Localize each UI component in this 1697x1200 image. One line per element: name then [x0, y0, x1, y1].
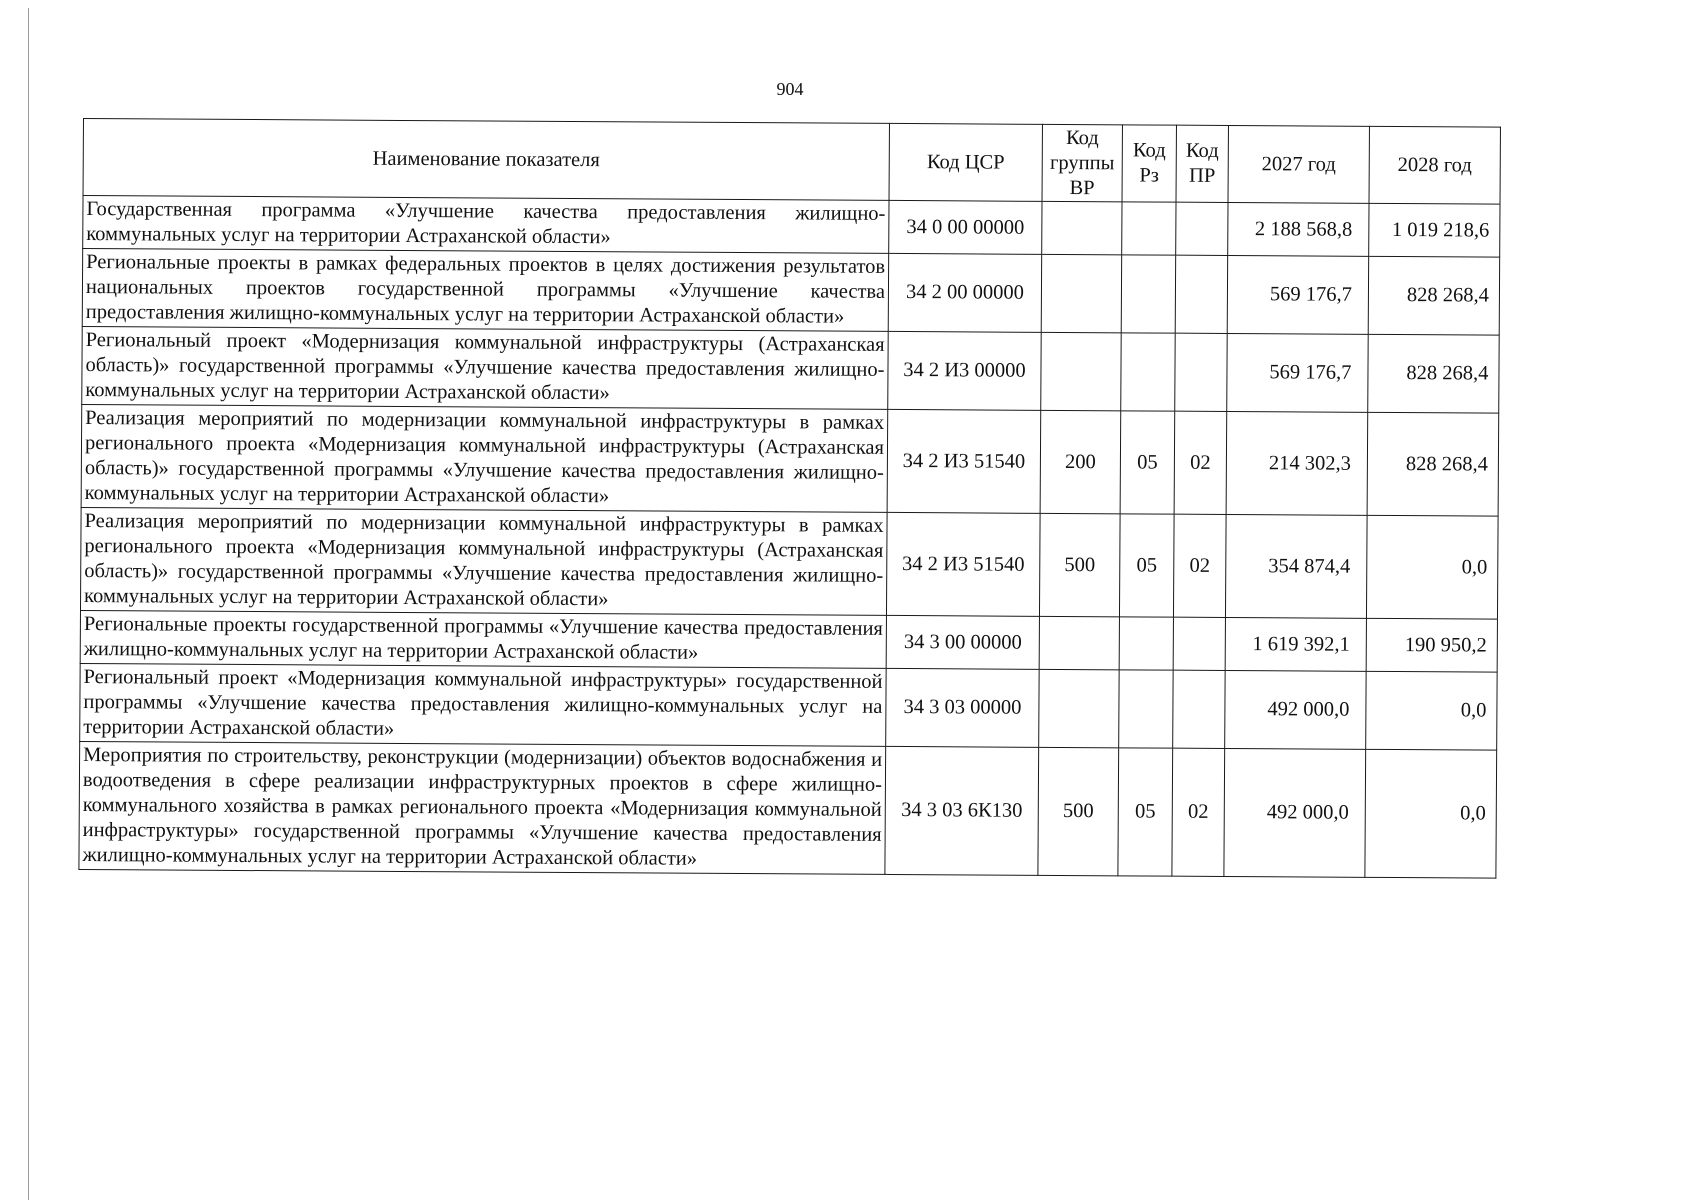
row-csr: 34 3 03 6К130 [885, 746, 1039, 875]
row-vr [1042, 201, 1122, 254]
row-pr [1175, 333, 1227, 411]
row-2028: 828 268,4 [1368, 334, 1499, 413]
scan-margin-line [28, 8, 29, 1200]
row-rz [1121, 333, 1175, 411]
row-pr [1176, 202, 1228, 255]
row-pr [1173, 617, 1225, 670]
row-rz [1122, 202, 1176, 255]
row-name: Региональный проект «Модернизация коммунальной инфраструктуры (Астраханская область)» государственной программы «Улучшение качества предоставления жилищно-коммунальных услуг на территории Астраханской области» [82, 326, 888, 409]
header-vr-line-3: ВР [1069, 176, 1095, 199]
row-name: Мероприятия по строительству, реконструкции (модернизации) объектов водоснабжения и водоотведения в сфере реализации инфраструктурных проектов в сфере жилищно-коммунального хозяйства в рамках регионального проекта «Модернизация коммунальной инфраструктуры» государственной программы «Улучшение качества предоставления жилищно-коммунальных услуг на территории Астраханской области» [79, 741, 886, 874]
header-csr: Код ЦСР [889, 123, 1042, 201]
row-name: Региональные проекты в рамках федеральных проектов в целях достижения результатов национальных проектов государственной программы «Улучшение качества предоставления жилищно-коммунальных услуг на территории Астраханской области» [82, 249, 888, 332]
header-rz-line-2: Рз [1139, 164, 1159, 187]
header-2027: 2027 год [1228, 125, 1369, 203]
row-2027: 492 000,0 [1224, 748, 1366, 877]
row-csr: 34 2 И3 00000 [888, 331, 1041, 410]
row-2028: 828 268,4 [1368, 256, 1499, 335]
row-csr: 34 2 00 00000 [888, 253, 1041, 332]
row-2028: 0,0 [1365, 749, 1497, 878]
table-row [80, 610, 1497, 672]
row-rz [1119, 670, 1173, 748]
row-rz [1121, 255, 1175, 333]
page-number: 904 [776, 79, 804, 99]
row-csr: 34 0 00 00000 [889, 200, 1042, 254]
row-csr: 34 2 И3 51540 [886, 512, 1040, 616]
row-2028: 190 950,2 [1366, 618, 1497, 672]
row-pr [1173, 670, 1225, 748]
row-2028: 828 268,4 [1367, 412, 1499, 516]
header-vr [1042, 124, 1122, 201]
row-2027: 492 000,0 [1225, 670, 1366, 749]
header-rz-line-1: Код [1132, 139, 1166, 162]
row-pr: 02 [1172, 748, 1225, 876]
row-vr [1041, 332, 1121, 410]
row-pr: 02 [1174, 411, 1227, 514]
header-rz [1122, 125, 1176, 202]
row-pr: 02 [1173, 514, 1226, 617]
row-vr: 500 [1039, 513, 1120, 616]
row-2027: 2 188 568,8 [1228, 202, 1369, 256]
row-vr: 200 [1040, 410, 1121, 513]
row-csr: 34 2 И3 51540 [887, 409, 1041, 513]
row-2028: 0,0 [1366, 515, 1498, 619]
row-pr [1175, 255, 1227, 333]
header-pr-line-2: ПР [1188, 164, 1216, 187]
row-name: Реализация мероприятий по модернизации коммунальной инфраструктуры в рамках регионального проекта «Модернизация коммунальной инфраструктуры (Астраханская область)» государственной программы «Улучшение качества предоставления жилищно-коммунальных услуг на территории Астраханской области» [80, 507, 887, 615]
row-vr [1041, 254, 1121, 332]
row-2027: 354 874,4 [1225, 514, 1367, 618]
header-2028: 2028 год [1369, 126, 1500, 204]
table-row [80, 507, 1498, 619]
row-name: Региональные проекты государственной программы «Улучшение качества предоставления жилищно-коммунальных услуг на территории Астраханской области» [80, 610, 886, 668]
table-row [83, 196, 1500, 258]
row-2027: 569 176,7 [1227, 255, 1368, 334]
table-row [80, 663, 1497, 750]
row-name: Региональный проект «Модернизация коммунальной инфраструктуры» государственной программы «Улучшение качества предоставления жилищно-коммунальных услуг на территории Астраханской области» [80, 663, 886, 746]
row-vr: 500 [1038, 747, 1119, 875]
header-vr-line-2: группы [1049, 151, 1115, 174]
budget-table [78, 118, 1501, 879]
table-row [82, 326, 1499, 413]
row-rz: 05 [1119, 514, 1174, 617]
row-csr: 34 3 03 00000 [886, 668, 1039, 747]
table-row [82, 249, 1499, 336]
table-row [81, 404, 1499, 516]
row-csr: 34 3 00 00000 [886, 615, 1039, 669]
header-pr [1176, 125, 1228, 202]
header-name: Наименование показателя [83, 119, 889, 201]
row-rz: 05 [1118, 748, 1173, 876]
row-rz: 05 [1120, 411, 1175, 514]
row-rz [1119, 617, 1173, 670]
row-2027: 214 302,3 [1226, 411, 1368, 515]
row-2028: 1 019 218,6 [1369, 203, 1500, 257]
row-name: Реализация мероприятий по модернизации коммунальной инфраструктуры в рамках регионального проекта «Модернизация коммунальной инфраструктуры (Астраханская область)» государственной программы «Улучшение качества предоставления жилищно-коммунальных услуг на территории Астраханской области» [81, 404, 888, 512]
row-name: Государственная программа «Улучшение качества предоставления жилищно-коммунальных услуг на территории Астраханской области» [83, 196, 889, 254]
row-vr [1039, 669, 1119, 747]
row-2028: 0,0 [1366, 671, 1497, 750]
header-vr-line-1: Код [1065, 126, 1099, 149]
row-vr [1039, 616, 1119, 669]
row-2027: 569 176,7 [1227, 333, 1368, 412]
header-pr-line-1: Код [1185, 139, 1219, 162]
table-header-row [83, 119, 1500, 205]
row-2027: 1 619 392,1 [1225, 617, 1366, 671]
table-row [79, 741, 1497, 878]
